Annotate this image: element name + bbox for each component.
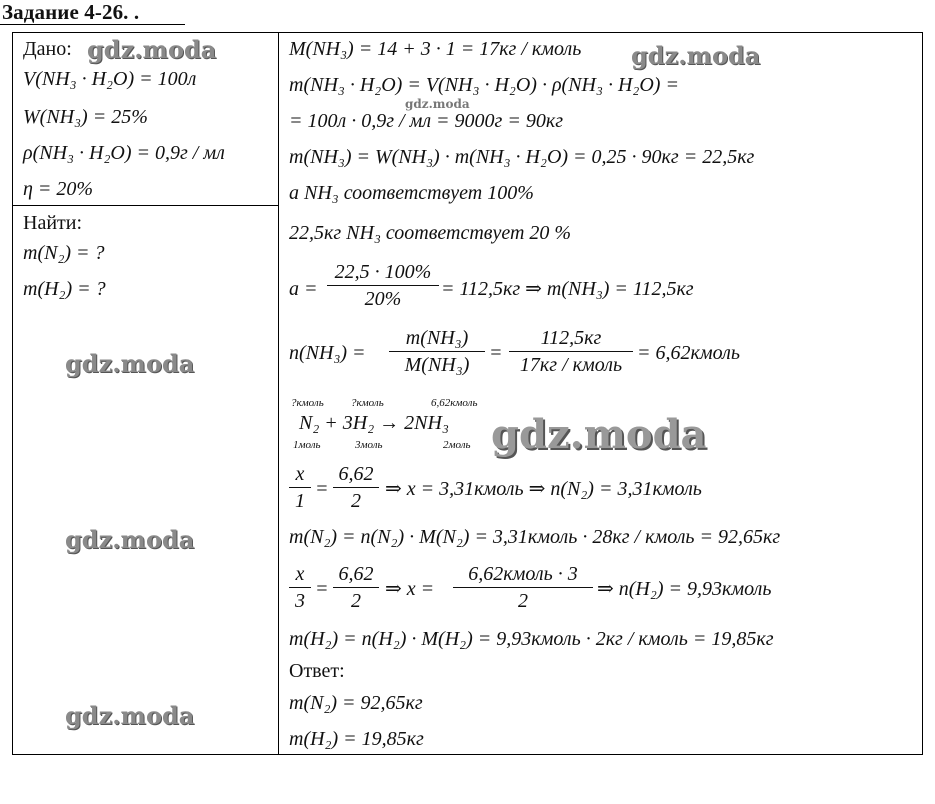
find-line: m(N₂) = ?: [23, 242, 105, 264]
equals-sign: =: [315, 478, 329, 500]
solution-line: = 6,62кмоль: [637, 342, 740, 364]
fraction-numerator: 6,62кмоль · 3: [453, 561, 593, 588]
find-line: m(H₂) = ?: [23, 278, 106, 300]
solution-line: m(NH₃) = W(NH₃) · m(NH₃ · H₂O) = 0,25 · 90кг = 22,5кг: [289, 146, 755, 168]
fraction-denominator: 1: [295, 490, 305, 512]
solution-line: a =: [289, 278, 318, 300]
solution-line: m(N₂) = n(N₂) · M(N₂) = 3,31кмоль · 28кг / кмоль = 92,65кг: [289, 526, 781, 548]
fraction-numerator: 22,5 · 100%: [327, 259, 439, 286]
fraction: [327, 259, 439, 312]
fraction-denominator: 2: [518, 590, 528, 612]
fraction: [509, 325, 633, 378]
fraction-denominator: 2: [351, 590, 361, 612]
given-line: η = 20%: [23, 178, 94, 200]
equals-sign: =: [315, 578, 329, 600]
watermark: gdz.moda: [65, 701, 195, 730]
solution-line: M(NH₃) = 14 + 3 · 1 = 17кг / кмоль: [289, 38, 582, 60]
fraction-numerator: m(NH₃): [389, 325, 485, 352]
reaction-equation: N₂ + 3H₂ → 2NH₃: [299, 412, 449, 434]
find-header: Найти:: [23, 212, 83, 234]
watermark: gdz.moda: [65, 349, 195, 378]
fraction-numerator: x: [289, 561, 311, 588]
title-underline: [0, 24, 185, 25]
solution-line: 22,5кг NH₃ соответствует 20 %: [289, 222, 572, 244]
reaction-annotation: 6,62кмоль: [431, 397, 478, 409]
solution-line: ⇒ x =: [385, 578, 435, 600]
fraction: [289, 461, 311, 514]
fraction-numerator: 6,62: [333, 461, 379, 488]
fraction: [289, 561, 311, 614]
fraction: [389, 325, 485, 378]
fraction-denominator: 2: [351, 490, 361, 512]
given-line: W(NH₃) = 25%: [23, 106, 148, 128]
solution-line: a NH₃ соответствует 100%: [289, 182, 534, 204]
fraction-denominator: 17кг / кмоль: [519, 354, 623, 376]
solution-line: ⇒ x = 3,31кмоль ⇒ n(N₂) = 3,31кмоль: [385, 478, 702, 500]
solution-line: n(NH₃) =: [289, 342, 366, 364]
reaction-annotation: 3моль: [355, 439, 383, 451]
fraction-numerator: x: [289, 461, 311, 488]
watermark: gdz.moda: [65, 525, 195, 554]
task-title: Задание 4-26. .: [2, 0, 140, 24]
fraction-numerator: 6,62: [333, 561, 379, 588]
solution-line: m(H₂) = n(H₂) · M(H₂) = 9,93кмоль · 2кг / кмоль = 19,85кг: [289, 628, 774, 650]
solution-table: [12, 32, 923, 755]
watermark: gdz.moda: [491, 411, 707, 458]
reaction-annotation: 1моль: [293, 439, 321, 451]
equals-sign: =: [489, 342, 503, 364]
fraction-denominator: 3: [295, 590, 305, 612]
reaction-annotation: ?кмоль: [351, 397, 384, 409]
solution-line: ⇒ n(H₂) = 9,93кмоль: [597, 578, 772, 600]
fraction: [453, 561, 593, 614]
answer-line: m(N₂) = 92,65кг: [289, 692, 423, 714]
reaction-annotation: 2моль: [443, 439, 471, 451]
fraction-numerator: 112,5кг: [509, 325, 633, 352]
reaction-annotation: ?кмоль: [291, 397, 324, 409]
watermark: gdz.moda: [87, 35, 217, 64]
given-header: Дано:: [23, 38, 72, 60]
watermark: gdz.moda: [405, 97, 470, 111]
answer-line: m(H₂) = 19,85кг: [289, 728, 424, 750]
fraction: [333, 561, 379, 614]
watermark: gdz.moda: [631, 41, 761, 70]
fraction: [333, 461, 379, 514]
solution-line: m(NH₃ · H₂O) = V(NH₃ · H₂O) · ρ(NH₃ · H₂O) =: [289, 74, 679, 96]
given-line: V(NH₃ · H₂O) = 100л: [23, 68, 197, 90]
fraction-denominator: 20%: [364, 288, 402, 310]
fraction-denominator: M(NH₃): [404, 354, 470, 376]
answer-header: Ответ:: [289, 660, 345, 682]
solution-line: = 100л · 0,9г / мл = 9000г = 90кг: [289, 110, 564, 132]
given-find-divider: [13, 205, 278, 206]
given-line: ρ(NH₃ · H₂O) = 0,9г / мл: [23, 142, 225, 164]
column-divider: [278, 33, 279, 754]
solution-line: = 112,5кг ⇒ m(NH₃) = 112,5кг: [441, 278, 694, 300]
